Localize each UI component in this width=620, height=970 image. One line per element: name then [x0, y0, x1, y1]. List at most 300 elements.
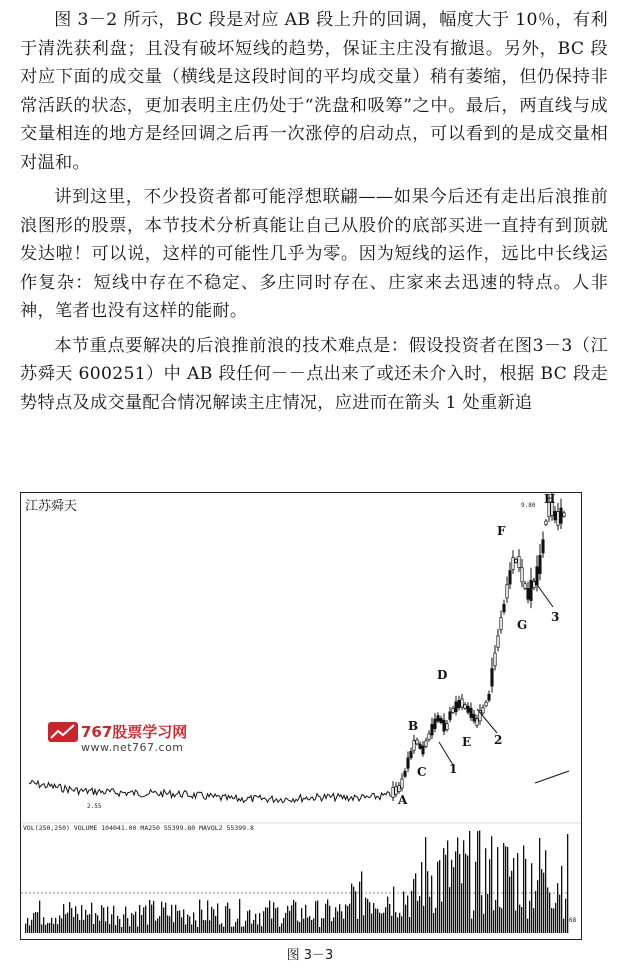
candle-body: [536, 567, 538, 585]
arrow-label-1: 1: [449, 762, 458, 776]
volume-bar: [271, 918, 272, 933]
volume-bar: [391, 916, 392, 933]
candle-body: [431, 724, 433, 735]
volume-bar: [113, 906, 114, 933]
volume-bar: [263, 911, 264, 933]
volume-bar: [177, 911, 178, 933]
volume-bar: [135, 912, 136, 933]
volume-bar: [403, 892, 404, 933]
volume-bar: [65, 914, 66, 933]
volume-bar: [463, 840, 464, 933]
figure-caption: 图 3－3: [286, 948, 334, 963]
volume-bar: [31, 920, 32, 933]
volume-bar: [39, 901, 40, 933]
arrow-label-3: 3: [551, 610, 560, 624]
candle-body: [476, 719, 478, 726]
volume-bar: [341, 911, 342, 933]
volume-bar: [139, 905, 140, 933]
volume-bar: [493, 910, 494, 933]
volume-bar: [37, 912, 38, 933]
paragraph-3: 本节重点要解决的后浪推前浪的技术难点是：假设投资者在图3－3（江苏舜天 600251）中 AB 段任何－－点出来了或还未介入时，根据 BC 段走势特点及成交量配合情况解读主庄情况，应进而在箭头 1 处重新追: [20, 335, 608, 413]
volume-bar: [111, 914, 112, 933]
volume-bar: [349, 904, 350, 933]
volume-bar: [401, 916, 402, 933]
candle-body: [446, 724, 448, 730]
volume-bar: [103, 908, 104, 933]
point-label-a: A: [398, 793, 408, 807]
volume-bar: [165, 903, 166, 933]
volume-bar: [453, 867, 454, 933]
volume-bar: [309, 916, 310, 933]
volume-bar: [261, 926, 262, 933]
volume-bar: [363, 915, 364, 933]
volume-bar: [237, 919, 238, 933]
volume-bar: [319, 927, 320, 933]
candle-body: [539, 555, 541, 573]
volume-bar: [197, 927, 198, 933]
volume-bar: [127, 918, 128, 933]
volume-bar: [375, 908, 376, 933]
volume-bar: [161, 902, 162, 933]
volume-bar: [441, 902, 442, 933]
volume-bar: [143, 907, 144, 933]
arrow-3-line: [533, 579, 553, 607]
volume-bar: [397, 917, 398, 933]
volume-bar: [43, 917, 44, 933]
volume-bar: [303, 919, 304, 933]
candle-body: [437, 716, 439, 721]
volume-bar: [55, 918, 56, 933]
volume-bar: [277, 907, 278, 933]
volume-bar: [315, 901, 316, 933]
candle-body: [392, 787, 394, 797]
volume-bar: [329, 906, 330, 933]
volume-bar: [389, 904, 390, 933]
volume-bar: [407, 895, 408, 933]
volume-bar: [147, 925, 148, 933]
volume-bar: [105, 921, 106, 933]
volume-bar: [565, 899, 566, 933]
volume-bar: [305, 905, 306, 933]
volume-bar: [131, 913, 132, 933]
candle-body: [464, 705, 466, 709]
volume-bar: [451, 860, 452, 933]
volume-bar: [345, 904, 346, 933]
volume-bar: [137, 927, 138, 933]
volume-bar: [449, 887, 450, 933]
volume-bar: [205, 920, 206, 933]
volume-bar: [115, 925, 116, 933]
volume-bar: [497, 847, 498, 933]
candle-body: [395, 787, 397, 794]
volume-bar: [49, 923, 50, 933]
volume-bar: [207, 900, 208, 933]
point-label-g: G: [517, 618, 528, 632]
volume-bar: [121, 927, 122, 933]
paragraph-1: 图 3－2 所示，BC 段是对应 AB 段上升的回调，幅度大于 10％，有利于清洗获利盘；且没有破坏短线的趋势，保证主庄没有撤退。另外，BC 段对应下面的成交量（横线是这段时间的平均成交量）稍有萎缩，但仍保持非常活跃的状态，更加表明主庄仍处于“洗盘和吸筹”之中。最后，两直线与成交量相连的地方是经回调之后再一次涨停的启动点，可以看到的是成交量相对温和。: [20, 10, 608, 173]
volume-bar: [395, 912, 396, 933]
volume-bar: [323, 918, 324, 933]
volume-bar: [99, 921, 100, 933]
volume-bar: [351, 884, 352, 933]
volume-bar: [523, 846, 524, 933]
volume-bar: [547, 887, 548, 933]
volume-bar: [321, 918, 322, 933]
volume-bar: [227, 903, 228, 933]
volume-bar: [171, 905, 172, 933]
candle-body: [554, 511, 556, 519]
volume-bar: [169, 916, 170, 933]
candle-body: [455, 702, 457, 712]
candle-body: [491, 669, 493, 687]
volume-bar: [47, 923, 48, 933]
volume-bar: [35, 912, 36, 933]
volume-bar: [529, 901, 530, 933]
volume-bar: [325, 904, 326, 933]
volume-bar: [317, 900, 318, 933]
volume-bar: [515, 910, 516, 933]
candle-body: [452, 708, 454, 712]
volume-bar: [383, 913, 384, 933]
volume-bar: [201, 910, 202, 933]
volume-bar: [487, 894, 488, 933]
watermark-title: 767股票学习网: [81, 723, 188, 741]
volume-bar: [469, 831, 470, 933]
volume-bar: [63, 904, 64, 933]
volume-bar: [537, 880, 538, 933]
volume-bar: [29, 925, 30, 933]
volume-bar: [189, 916, 190, 933]
volume-bar: [399, 913, 400, 933]
candle-body: [410, 751, 412, 757]
volume-bar: [41, 924, 42, 933]
volume-bar: [275, 908, 276, 933]
candle-body: [458, 700, 460, 707]
candle-body: [497, 636, 499, 647]
volume-bar: [287, 906, 288, 933]
candle-body: [467, 706, 469, 712]
watermark-url: www.net767.com: [81, 741, 184, 754]
candle-body: [524, 584, 526, 589]
stock-chart-figure: [20, 492, 582, 940]
volume-bar: [553, 908, 554, 933]
volume-bar: [123, 914, 124, 933]
candle-body: [506, 585, 508, 598]
volume-bar: [145, 906, 146, 933]
volume-bar: [231, 927, 232, 933]
candle-body: [413, 741, 415, 751]
watermark: [47, 721, 217, 761]
volume-bar: [357, 919, 358, 933]
candle-body: [542, 540, 544, 553]
volume-bar: [75, 906, 76, 933]
volume-bar: [477, 831, 478, 933]
volume-bar: [551, 908, 552, 933]
volume-bar: [59, 915, 60, 933]
volume-bar: [95, 913, 96, 933]
volume-bar: [25, 924, 26, 933]
volume-bar: [509, 877, 510, 933]
volume-bar: [343, 919, 344, 933]
volume-bar: [173, 922, 174, 933]
volume-bar: [291, 905, 292, 933]
candle-body: [518, 556, 520, 567]
volume-bar: [235, 922, 236, 933]
volume-bar: [429, 897, 430, 933]
volume-bar: [475, 862, 476, 933]
volume-bar: [141, 915, 142, 933]
volume-bar: [409, 917, 410, 933]
candle-body: [404, 771, 406, 776]
arrow-label-2: 2: [494, 733, 503, 747]
candle-body: [560, 508, 562, 523]
volume-bar: [539, 838, 540, 933]
volume-bar: [561, 866, 562, 933]
candle-body: [419, 744, 421, 748]
volume-bar: [265, 907, 266, 933]
volume-bar: [269, 900, 270, 933]
volume-bar: [549, 893, 550, 933]
candle-body: [449, 712, 451, 720]
volume-bar: [347, 906, 348, 933]
volume-bar: [377, 909, 378, 933]
volume-bar: [239, 899, 240, 933]
point-label-c: C: [417, 765, 427, 779]
candle-body: [473, 714, 475, 721]
volume-bar: [187, 914, 188, 933]
volume-bar: [243, 926, 244, 933]
volume-bar: [311, 920, 312, 933]
volume-bar: [385, 907, 386, 933]
volume-bar: [163, 908, 164, 933]
volume-bar: [249, 910, 250, 933]
volume-bar: [473, 910, 474, 933]
volume-bar: [413, 879, 414, 933]
volume-bar: [155, 921, 156, 933]
volume-bar: [125, 907, 126, 933]
volume-bar: [153, 901, 154, 933]
candle-body: [401, 779, 403, 788]
volume-bar: [455, 851, 456, 933]
volume-bar: [149, 900, 150, 933]
candle-body: [530, 580, 532, 600]
volume-bar: [85, 910, 86, 933]
volume-bar: [297, 921, 298, 933]
volume-bar: [533, 908, 534, 933]
volume-bar: [361, 871, 362, 933]
candle-body: [521, 568, 523, 582]
volume-bar: [267, 908, 268, 933]
volume-bar: [71, 908, 72, 933]
volume-bar: [507, 847, 508, 933]
candle-body: [512, 558, 514, 570]
volume-bar: [503, 843, 504, 933]
volume-bar: [313, 918, 314, 933]
volume-bar: [483, 914, 484, 933]
volume-indicator-label: VOL(250,250) VOLUME 104041.00 MA250 55399.80 MAVOL2 55399.8: [23, 824, 254, 832]
volume-bar: [245, 921, 246, 933]
volume-bar: [501, 908, 502, 933]
volume-bar: [175, 905, 176, 933]
volume-bar: [279, 927, 280, 933]
paragraph-2: 讲到这里，不少投资者都可能浮想联翩——如果今后还有走出后浪推前浪图形的股票，本节技术分析真能让自己从股价的底部买进一直持有到顶就发达啦！可以说，这样的可能性几乎为零。因为短线的运作，远比中长线运作复杂：短线中存在不稳定、多庄同时存在、庄家来去迅速的特点。人非神，笔者也没有这样的能耐。: [20, 187, 608, 321]
point-label-h: H: [544, 492, 556, 506]
volume-bar: [299, 922, 300, 933]
candle-body: [500, 618, 502, 630]
volume-bar: [513, 858, 514, 933]
volume-bar: [203, 920, 204, 933]
high-price-label: 9.80: [521, 502, 536, 509]
volume-bar: [215, 916, 216, 933]
low-price-label: 2.55: [87, 803, 102, 810]
volume-bar: [213, 909, 214, 933]
volume-bar: [67, 913, 68, 933]
volume-bar: [217, 903, 218, 933]
candle-body: [443, 720, 445, 731]
volume-bar: [157, 919, 158, 933]
volume-bar: [45, 925, 46, 933]
article-text: [20, 6, 608, 417]
volume-bar: [327, 899, 328, 933]
volume-bar: [167, 915, 168, 933]
volume-bar: [27, 918, 28, 933]
volume-bar: [433, 913, 434, 933]
volume-bar: [393, 887, 394, 933]
volume-bar: [241, 927, 242, 933]
volume-bar: [129, 926, 130, 933]
volume-bar: [293, 900, 294, 933]
volume-bar: [505, 846, 506, 933]
volume-bar: [251, 924, 252, 933]
volume-bar: [77, 914, 78, 933]
volume-bar: [181, 917, 182, 933]
volume-bar: [527, 919, 528, 933]
volume-bar: [563, 919, 564, 933]
volume-bar: [199, 900, 200, 933]
volume-bar: [555, 903, 556, 933]
volume-bar: [511, 871, 512, 933]
volume-bar: [219, 924, 220, 933]
volume-bar: [229, 909, 230, 933]
volume-bar: [387, 897, 388, 933]
volume-bar: [191, 924, 192, 933]
volume-bar: [109, 924, 110, 933]
volume-bar: [335, 907, 336, 933]
volume-bar: [379, 913, 380, 933]
volume-bar: [283, 918, 284, 933]
volume-bar: [195, 920, 196, 933]
candle-body: [494, 653, 496, 666]
volume-bar: [457, 837, 458, 933]
candle-body: [509, 571, 511, 585]
candle-body: [545, 521, 547, 525]
volume-bar: [307, 917, 308, 933]
volume-bar: [489, 859, 490, 933]
candlestick-chart: [21, 493, 581, 939]
volume-bar: [331, 921, 332, 933]
stock-name: 江苏舜天: [25, 499, 78, 514]
volume-bar: [471, 919, 472, 933]
volume-bar: [373, 903, 374, 933]
candle-body: [416, 740, 418, 744]
volume-bar: [427, 871, 428, 933]
volume-bar: [273, 902, 274, 933]
volume-bar: [431, 876, 432, 933]
volume-bar: [225, 906, 226, 933]
volume-bar: [445, 855, 446, 933]
volume-bar: [367, 899, 368, 933]
volume-bar: [211, 907, 212, 933]
candle-body: [470, 708, 472, 717]
candle-body: [398, 786, 400, 792]
volume-bar: [223, 927, 224, 933]
volume-bar: [69, 902, 70, 933]
volume-bar: [151, 905, 152, 933]
volume-bar: [417, 901, 418, 933]
volume-bar: [233, 926, 234, 933]
chart-logo-icon: [47, 721, 79, 743]
volume-bar: [535, 891, 536, 933]
volume-bar: [557, 883, 558, 933]
volume-bar: [185, 924, 186, 933]
volume-bar: [221, 923, 222, 933]
volume-bar: [481, 895, 482, 933]
volume-bar: [443, 848, 444, 933]
volume-bar: [423, 906, 424, 933]
volume-bar: [179, 910, 180, 933]
volume-bar: [61, 918, 62, 933]
volume-bar: [437, 862, 438, 933]
volume-bar: [381, 914, 382, 933]
volume-bar: [107, 907, 108, 933]
volume-bar: [355, 891, 356, 933]
candle-body: [503, 604, 505, 611]
volume-bar: [93, 924, 94, 933]
candle-body: [515, 559, 517, 562]
volume-bar: [101, 905, 102, 933]
candle-body: [422, 746, 424, 754]
volume-bar: [339, 904, 340, 933]
volume-bar: [465, 854, 466, 933]
price-line-early: [29, 780, 391, 802]
volume-bar: [81, 905, 82, 933]
candle-body: [434, 719, 436, 729]
candle-body: [461, 699, 463, 707]
volume-bar: [359, 882, 360, 933]
volume-bar: [531, 863, 532, 933]
volume-bar: [425, 837, 426, 933]
candle-body: [425, 741, 427, 746]
candle-body: [485, 702, 487, 706]
candle-body: [557, 512, 559, 526]
candle-body: [407, 758, 409, 768]
volume-bar: [525, 859, 526, 933]
volume-bar: [117, 916, 118, 933]
volume-bar: [543, 873, 544, 933]
volume-bar: [439, 860, 440, 933]
volume-bar: [365, 898, 366, 933]
volume-bar: [87, 915, 88, 933]
volume-bar: [491, 836, 492, 933]
candle-body: [533, 582, 535, 588]
volume-bar: [495, 900, 496, 933]
volume-bar: [371, 914, 372, 933]
volume-axis-label: 68: [569, 917, 577, 924]
volume-bar: [461, 883, 462, 933]
volume-bar: [33, 913, 34, 933]
candle-body: [482, 708, 484, 713]
candle-body: [440, 718, 442, 722]
